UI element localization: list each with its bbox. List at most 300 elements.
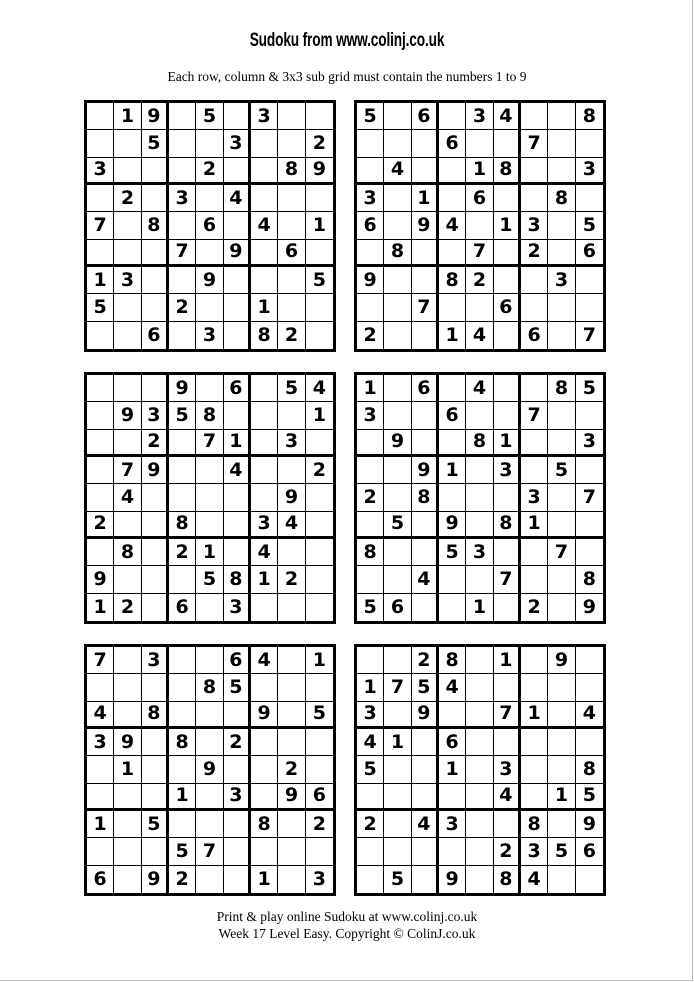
sudoku-cell: 8 <box>548 185 575 212</box>
sudoku-cell <box>357 647 384 674</box>
sudoku-cell <box>251 185 278 212</box>
sudoku-cell: 9 <box>87 566 114 593</box>
sudoku-cell: 6 <box>576 240 603 267</box>
sudoku-cell: 6 <box>278 240 305 267</box>
sudoku-cell: 9 <box>278 784 305 811</box>
sudoku-cell: 4 <box>494 103 521 130</box>
sudoku-cell <box>439 158 466 185</box>
sudoku-cell <box>384 838 411 865</box>
sudoku-cell <box>521 729 548 756</box>
sudoku-cell <box>169 322 196 349</box>
sudoku-cell <box>114 130 141 157</box>
sudoku-cell <box>494 267 521 294</box>
sudoku-cell <box>412 322 439 349</box>
sudoku-cell: 1 <box>251 566 278 593</box>
sudoku-cell: 2 <box>114 185 141 212</box>
sudoku-cell <box>466 457 493 484</box>
sudoku-cell <box>169 103 196 130</box>
sudoku-cell <box>196 729 223 756</box>
sudoku-cell <box>142 594 169 621</box>
sudoku-cell: 5 <box>576 375 603 402</box>
sudoku-cell: 3 <box>312 867 326 890</box>
sudoku-cell <box>384 647 411 674</box>
sudoku-cell: 9 <box>439 866 466 893</box>
sudoku-cell <box>576 512 603 539</box>
sudoku-cell: 8 <box>196 402 223 429</box>
sudoku-cell <box>142 158 169 185</box>
sudoku-cell <box>87 240 114 267</box>
sudoku-cell: 4 <box>521 866 548 893</box>
sudoku-cell: 4 <box>466 322 493 349</box>
sudoku-cell: 7 <box>521 130 548 157</box>
sudoku-cell: 7 <box>114 457 141 484</box>
sudoku-cell <box>466 484 493 511</box>
sudoku-cell: 4 <box>224 185 251 212</box>
sudoku-cell <box>521 566 548 593</box>
sudoku-cell: 4 <box>412 566 439 593</box>
sudoku-cell: 9 <box>412 702 439 729</box>
sudoku-cell <box>224 294 251 321</box>
sudoku-cell <box>494 240 521 267</box>
sudoku-cell: 3 <box>576 158 603 185</box>
sudoku-cell: 8 <box>251 811 278 838</box>
sudoku-cell: 9 <box>576 811 603 838</box>
sudoku-cell: 1 <box>87 811 114 838</box>
sudoku-cell <box>251 838 278 865</box>
sudoku-cell: 3 <box>196 322 223 349</box>
sudoku-cell: 8 <box>114 539 141 566</box>
sudoku-cell <box>521 430 548 457</box>
sudoku-cell <box>251 674 278 701</box>
sudoku-cell <box>494 185 521 212</box>
sudoku-cell <box>357 566 384 593</box>
sudoku-cell <box>466 294 493 321</box>
sudoku-cell <box>439 375 466 402</box>
sudoku-cell: 6 <box>87 866 114 893</box>
sudoku-cell: 2 <box>306 130 333 157</box>
sudoku-cell <box>357 294 384 321</box>
sudoku-cell <box>169 756 196 783</box>
sudoku-cell <box>466 674 493 701</box>
sudoku-cell <box>196 484 223 511</box>
sudoku-cell: 3 <box>576 430 603 457</box>
sudoku-cell <box>521 674 548 701</box>
sudoku-cell: 8 <box>576 566 603 593</box>
sudoku-cell: 9 <box>142 457 169 484</box>
sudoku-cell <box>306 756 333 783</box>
sudoku-cell <box>412 267 439 294</box>
sudoku-cell <box>384 457 411 484</box>
sudoku-cell: 9 <box>384 430 411 457</box>
sudoku-cell <box>278 294 305 321</box>
sudoku-cell <box>576 185 603 212</box>
sudoku-cell <box>548 430 575 457</box>
sudoku-cell <box>114 566 141 593</box>
sudoku-cell: 8 <box>278 158 305 185</box>
sudoku-cell: 8 <box>521 811 548 838</box>
sudoku-cell <box>384 130 411 157</box>
sudoku-cell: 1 <box>494 647 521 674</box>
sudoku-cell: 5 <box>169 402 196 429</box>
sudoku-grid-3 <box>84 372 336 624</box>
sudoku-cell <box>251 594 278 621</box>
sudoku-cell: 6 <box>494 294 521 321</box>
sudoku-cell: 1 <box>114 756 141 783</box>
sudoku-cell <box>384 811 411 838</box>
sudoku-cell: 3 <box>251 103 278 130</box>
sudoku-cell: 3 <box>87 729 114 756</box>
sudoku-cell <box>439 702 466 729</box>
sudoku-cell <box>576 457 603 484</box>
sudoku-cell: 2 <box>521 240 548 267</box>
sudoku-cell <box>306 512 333 539</box>
sudoku-cell <box>412 158 439 185</box>
sudoku-cell <box>251 430 278 457</box>
sudoku-cell <box>548 594 575 621</box>
sudoku-cell <box>548 756 575 783</box>
sudoku-grid-2 <box>354 100 606 352</box>
sudoku-cell <box>224 512 251 539</box>
sudoku-cell <box>384 402 411 429</box>
sudoku-cell <box>576 866 603 893</box>
sudoku-cell <box>142 784 169 811</box>
sudoku-cell: 9 <box>142 866 169 893</box>
sudoku-cell <box>412 866 439 893</box>
sudoku-cell: 6 <box>142 322 169 349</box>
sudoku-cell <box>466 402 493 429</box>
sudoku-cell <box>439 185 466 212</box>
sudoku-cell <box>224 756 251 783</box>
sudoku-cell: 4 <box>357 729 384 756</box>
sudoku-cell <box>169 811 196 838</box>
sudoku-cell <box>466 647 493 674</box>
sudoku-cell: 8 <box>466 430 493 457</box>
sudoku-cell <box>251 484 278 511</box>
sudoku-cell <box>196 784 223 811</box>
sudoku-cell <box>224 866 251 893</box>
sudoku-cell <box>306 539 333 566</box>
sudoku-cell <box>521 375 548 402</box>
sudoku-cell: 7 <box>169 240 196 267</box>
sudoku-cell <box>251 130 278 157</box>
sudoku-cell <box>87 484 114 511</box>
sudoku-cell <box>439 838 466 865</box>
sudoku-cell <box>412 240 439 267</box>
sudoku-cell <box>439 240 466 267</box>
sudoku-cell <box>114 294 141 321</box>
sudoku-cell: 2 <box>357 811 384 838</box>
sudoku-cell <box>278 702 305 729</box>
sudoku-cell <box>306 185 333 212</box>
sudoku-cell <box>494 594 521 621</box>
sudoku-cell <box>114 212 141 239</box>
sudoku-cell: 5 <box>357 756 384 783</box>
sudoku-cell: 5 <box>87 294 114 321</box>
sudoku-cell: 3 <box>494 457 521 484</box>
sudoku-cell <box>439 594 466 621</box>
sudoku-cell: 3 <box>521 484 548 511</box>
sudoku-cell: 7 <box>196 430 223 457</box>
sudoku-cell: 4 <box>251 647 278 674</box>
sudoku-cell: 8 <box>494 866 521 893</box>
sudoku-cell <box>576 294 603 321</box>
sudoku-cell: 7 <box>494 566 521 593</box>
sudoku-cell: 9 <box>196 756 223 783</box>
sudoku-cell <box>384 566 411 593</box>
sudoku-cell: 4 <box>306 375 333 402</box>
sudoku-cell <box>548 484 575 511</box>
sudoku-cell: 1 <box>439 457 466 484</box>
sudoku-cell: 7 <box>576 484 603 511</box>
sudoku-cell: 4 <box>278 512 305 539</box>
sudoku-cell: 9 <box>357 267 384 294</box>
sudoku-cell: 1 <box>306 647 333 674</box>
sudoku-cell: 3 <box>466 539 493 566</box>
sudoku-cell <box>142 756 169 783</box>
sudoku-cell <box>196 185 223 212</box>
sudoku-cell <box>142 512 169 539</box>
sudoku-cell: 6 <box>412 375 439 402</box>
sudoku-cell: 5 <box>439 539 466 566</box>
sudoku-cell: 1 <box>412 185 439 212</box>
sudoku-cell: 9 <box>582 595 596 618</box>
sudoku-cell: 2 <box>196 158 223 185</box>
sudoku-cell <box>87 103 114 130</box>
sudoku-cell: 1 <box>439 322 466 349</box>
sudoku-cell <box>466 130 493 157</box>
sudoku-cell: 2 <box>466 267 493 294</box>
sudoku-cell <box>548 811 575 838</box>
sudoku-cell <box>251 402 278 429</box>
sudoku-cell: 8 <box>439 267 466 294</box>
sudoku-cell <box>169 158 196 185</box>
sudoku-cell: 8 <box>548 375 575 402</box>
sudoku-cell <box>306 594 333 621</box>
sudoku-cell: 8 <box>169 729 196 756</box>
sudoku-cell: 7 <box>582 323 596 346</box>
sudoku-cell: 1 <box>251 866 278 893</box>
sudoku-cell <box>548 566 575 593</box>
sudoku-cell <box>278 647 305 674</box>
sudoku-cell <box>521 457 548 484</box>
sudoku-cell <box>439 294 466 321</box>
sudoku-cell: 9 <box>224 240 251 267</box>
sudoku-cell <box>114 158 141 185</box>
sudoku-cell <box>278 130 305 157</box>
sudoku-cell: 5 <box>224 674 251 701</box>
sudoku-cell: 3 <box>357 185 384 212</box>
sudoku-cell: 7 <box>196 838 223 865</box>
sudoku-cell <box>169 647 196 674</box>
sudoku-cell <box>384 702 411 729</box>
sudoku-cell: 3 <box>224 784 251 811</box>
sudoku-cell: 2 <box>278 322 305 349</box>
sudoku-cell: 2 <box>169 539 196 566</box>
sudoku-cell <box>251 784 278 811</box>
sudoku-cell <box>142 240 169 267</box>
sudoku-cell: 1 <box>466 594 493 621</box>
sudoku-cell <box>278 674 305 701</box>
sudoku-cell: 5 <box>384 866 411 893</box>
sudoku-cell: 1 <box>87 594 114 621</box>
sudoku-cell <box>114 240 141 267</box>
sudoku-cell <box>548 674 575 701</box>
sudoku-cell <box>439 566 466 593</box>
sudoku-cell: 7 <box>412 294 439 321</box>
sudoku-cell: 2 <box>357 322 384 349</box>
sudoku-cell: 8 <box>169 512 196 539</box>
sudoku-cell <box>494 484 521 511</box>
sudoku-cell: 6 <box>224 375 251 402</box>
sudoku-cell <box>384 375 411 402</box>
sudoku-cell <box>142 185 169 212</box>
sudoku-cell <box>384 484 411 511</box>
sudoku-grid-1 <box>84 100 336 352</box>
sudoku-cell <box>439 484 466 511</box>
sudoku-cell: 2 <box>278 566 305 593</box>
sudoku-cell <box>169 430 196 457</box>
sudoku-cell <box>306 566 333 593</box>
sudoku-cell: 7 <box>521 402 548 429</box>
sudoku-cell <box>114 838 141 865</box>
sudoku-grid-5 <box>84 644 336 896</box>
sudoku-cell: 8 <box>576 756 603 783</box>
sudoku-cell <box>251 729 278 756</box>
sudoku-cell <box>412 402 439 429</box>
sudoku-cell: 1 <box>196 539 223 566</box>
sudoku-cell <box>494 402 521 429</box>
sudoku-cell <box>521 539 548 566</box>
sudoku-cell <box>224 838 251 865</box>
sudoku-cell <box>306 484 333 511</box>
sudoku-cell: 2 <box>224 729 251 756</box>
sudoku-cell: 2 <box>169 294 196 321</box>
sudoku-cell <box>576 729 603 756</box>
sudoku-cell <box>412 539 439 566</box>
sudoku-cell: 2 <box>169 866 196 893</box>
page-title: Sudoku from www.colinj.co.uk <box>249 30 445 51</box>
sudoku-cell: 5 <box>196 566 223 593</box>
sudoku-cell: 8 <box>224 566 251 593</box>
sudoku-cell: 3 <box>521 212 548 239</box>
sudoku-cell: 1 <box>114 103 141 130</box>
sudoku-cell <box>114 430 141 457</box>
sudoku-cell: 5 <box>142 130 169 157</box>
sudoku-cell <box>196 866 223 893</box>
sudoku-cell: 1 <box>466 158 493 185</box>
sudoku-cell <box>114 375 141 402</box>
sudoku-cell: 6 <box>439 729 466 756</box>
sudoku-cell: 9 <box>196 267 223 294</box>
sudoku-cell: 8 <box>384 240 411 267</box>
puzzle-area <box>84 100 612 898</box>
sudoku-cell: 9 <box>114 729 141 756</box>
sudoku-cell <box>142 539 169 566</box>
sudoku-cell <box>114 866 141 893</box>
sudoku-cell <box>169 484 196 511</box>
sudoku-cell <box>114 811 141 838</box>
sudoku-cell <box>384 756 411 783</box>
sudoku-cell <box>494 811 521 838</box>
sudoku-cell: 4 <box>439 212 466 239</box>
sudoku-cell <box>87 430 114 457</box>
sudoku-cell: 7 <box>87 212 114 239</box>
sudoku-cell: 8 <box>251 322 278 349</box>
sudoku-cell: 1 <box>357 674 384 701</box>
sudoku-cell <box>548 158 575 185</box>
sudoku-cell <box>412 729 439 756</box>
sudoku-cell <box>278 838 305 865</box>
sudoku-cell: 9 <box>412 212 439 239</box>
sudoku-cell <box>278 212 305 239</box>
sudoku-cell: 9 <box>169 375 196 402</box>
sudoku-cell: 3 <box>521 838 548 865</box>
sudoku-cell: 2 <box>278 756 305 783</box>
sudoku-cell: 2 <box>142 430 169 457</box>
sudoku-cell: 8 <box>357 539 384 566</box>
sudoku-cell: 8 <box>576 103 603 130</box>
sudoku-cell: 3 <box>466 103 493 130</box>
sudoku-cell <box>548 729 575 756</box>
sudoku-cell <box>548 130 575 157</box>
sudoku-cell: 3 <box>114 267 141 294</box>
sudoku-cell <box>357 457 384 484</box>
sudoku-cell: 4 <box>224 457 251 484</box>
sudoku-cell: 5 <box>548 457 575 484</box>
sudoku-cell <box>224 702 251 729</box>
sudoku-cell <box>412 512 439 539</box>
sudoku-cell: 5 <box>384 512 411 539</box>
sudoku-cell <box>548 512 575 539</box>
sudoku-cell <box>196 130 223 157</box>
sudoku-cell: 5 <box>412 674 439 701</box>
sudoku-cell: 4 <box>439 674 466 701</box>
sudoku-cell <box>278 267 305 294</box>
sudoku-cell <box>142 294 169 321</box>
sudoku-cell: 1 <box>251 294 278 321</box>
sudoku-cell: 7 <box>466 240 493 267</box>
sudoku-cell: 3 <box>224 130 251 157</box>
sudoku-cell: 9 <box>439 512 466 539</box>
sudoku-cell: 6 <box>224 647 251 674</box>
sudoku-cell <box>466 566 493 593</box>
sudoku-cell: 5 <box>576 212 603 239</box>
sudoku-cell: 3 <box>224 594 251 621</box>
sudoku-cell <box>224 212 251 239</box>
sudoku-cell: 7 <box>87 647 114 674</box>
sudoku-cell: 1 <box>439 756 466 783</box>
sudoku-cell <box>142 674 169 701</box>
sudoku-cell <box>87 457 114 484</box>
sudoku-cell <box>169 130 196 157</box>
sudoku-cell <box>412 784 439 811</box>
sudoku-cell <box>521 185 548 212</box>
sudoku-cell: 1 <box>306 212 333 239</box>
sudoku-cell <box>306 240 333 267</box>
sudoku-cell <box>278 866 305 893</box>
sudoku-cell: 2 <box>521 594 548 621</box>
sudoku-cell: 2 <box>87 512 114 539</box>
sudoku-cell: 5 <box>306 267 333 294</box>
sudoku-cell: 6 <box>306 784 333 811</box>
sudoku-cell: 3 <box>357 702 384 729</box>
sudoku-cell <box>278 185 305 212</box>
sudoku-cell <box>114 702 141 729</box>
sudoku-cell: 2 <box>114 594 141 621</box>
sudoku-cell <box>466 756 493 783</box>
sudoku-cell <box>494 729 521 756</box>
sudoku-cell <box>278 457 305 484</box>
